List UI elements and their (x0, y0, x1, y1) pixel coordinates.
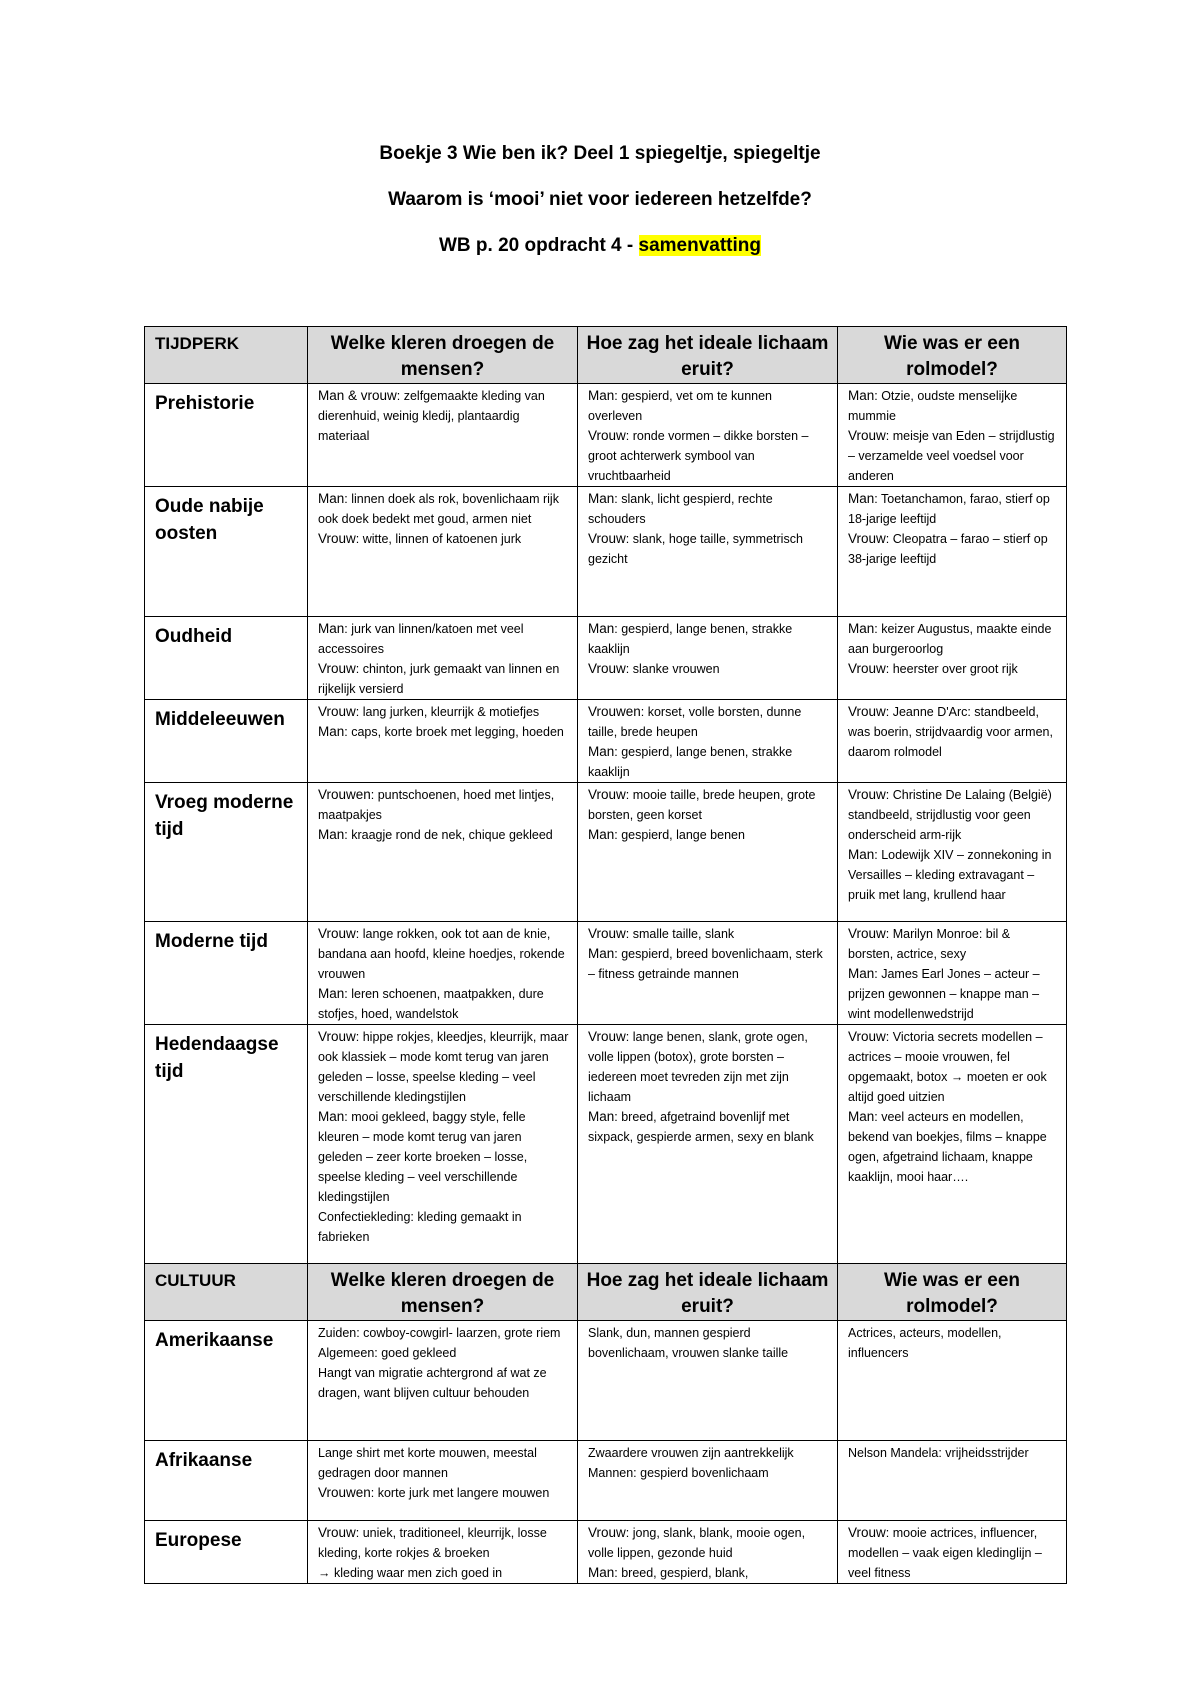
cell-label: Vrouw (588, 787, 626, 802)
table-row (145, 700, 1067, 783)
document-titles (0, 142, 1200, 258)
cell-text: : keizer Augustus, maakte einde aan burgeroorlog (848, 622, 1052, 656)
cell-label: Vrouw (318, 1525, 356, 1540)
cell-line (318, 702, 569, 722)
cell-label: Vrouw (848, 926, 886, 941)
role-model-cell (838, 1321, 1067, 1441)
cell-text: : veel acteurs en modellen, bekend van boekjes, films – knappe ogen, afgetraind lichaam, knappe kaaklijn, mooi haar…. (848, 1110, 1047, 1184)
cell-label: Man (318, 724, 345, 739)
cell-line (848, 619, 1058, 659)
cell-line (318, 386, 569, 446)
table-row (145, 1025, 1067, 1264)
role-model-cell (838, 487, 1067, 617)
cell-text: : mooie actrices, influencer, modellen – vaak eigen kledinglijn – veel fitness (848, 1526, 1042, 1580)
cell-text: : meisje van Eden – strijdlustig – verzamelde veel voedsel voor anderen (848, 429, 1055, 483)
table-row (145, 1321, 1067, 1441)
ideal-body-cell (578, 922, 838, 1025)
ideal-body-cell (578, 700, 838, 783)
cell-line (318, 785, 569, 825)
row-label: Afrikaanse (145, 1441, 308, 1521)
cell-label: Vrouw (848, 787, 886, 802)
row-label: Hedendaagse tijd (145, 1025, 308, 1264)
cell-text: Zwaardere vrouwen zijn aantrekkelijk (588, 1446, 794, 1460)
cell-line (318, 1323, 569, 1343)
cell-line (848, 659, 1058, 679)
cell-text: : ronde vormen – dikke borsten – groot achterwerk symbool van vruchtbaarheid (588, 429, 809, 483)
row-label: Moderne tijd (145, 922, 308, 1025)
ideal-body-cell (578, 617, 838, 700)
cell-line (848, 489, 1058, 529)
cell-line (848, 1027, 1058, 1107)
cell-text: : puntschoenen, hoed met lintjes, maatpakjes (318, 788, 555, 822)
cell-label: Man (848, 847, 875, 862)
cell-line (848, 845, 1058, 905)
cell-line (318, 1363, 569, 1403)
cell-line (318, 1443, 569, 1483)
header-ideal-body: Hoe zag het ideale lichaam eruit? (578, 327, 838, 384)
role-model-cell (838, 384, 1067, 487)
header-first-column: TIJDPERK (145, 327, 308, 384)
cell-text: → kleding waar men zich goed in (318, 1566, 503, 1580)
cell-line (588, 785, 829, 825)
cell-line (588, 659, 829, 679)
cell-text: Zuiden: cowboy-cowgirl- laarzen, grote riem (318, 1326, 561, 1340)
cell-text: : gespierd, vet om te kunnen overleven (588, 389, 772, 423)
cell-line (848, 529, 1058, 569)
cell-text: : Marilyn Monroe: bil & borsten, actrice, sexy (848, 927, 1011, 961)
cell-line (318, 825, 569, 845)
cell-text: : gespierd, breed bovenlichaam, sterk – fitness getrainde mannen (588, 947, 823, 981)
header-role-model: Wie was er een rolmodel? (838, 1264, 1067, 1321)
cell-line (588, 1463, 829, 1483)
cell-text: : slank, hoge taille, symmetrisch gezicht (588, 532, 803, 566)
row-label: Vroeg moderne tijd (145, 783, 308, 922)
cell-label: Man (588, 946, 615, 961)
table-row (145, 1521, 1067, 1584)
clothes-cell (308, 617, 578, 700)
role-model-cell (838, 700, 1067, 783)
cell-line (318, 619, 569, 659)
cell-label: Vrouw (588, 531, 626, 546)
table-row (145, 783, 1067, 922)
cell-line (588, 529, 829, 569)
cell-text: Mannen: gespierd bovenlichaam (588, 1466, 769, 1480)
cell-label: Vrouw (318, 661, 356, 676)
cell-line (318, 1483, 569, 1503)
cell-text: : jong, slank, blank, mooie ogen, volle lippen, gezonde huid (588, 1526, 806, 1560)
ideal-body-cell (578, 384, 838, 487)
cell-line (318, 1523, 569, 1563)
table-header-row (145, 1264, 1067, 1321)
cell-label: Vrouw (588, 1029, 626, 1044)
cell-line (588, 1323, 829, 1363)
cell-text: : smalle taille, slank (625, 927, 735, 941)
clothes-cell (308, 1441, 578, 1521)
cell-text: : chinton, jurk gemaakt van linnen en rijkelijk versierd (318, 662, 560, 696)
cell-line (318, 529, 569, 549)
cell-line (318, 489, 569, 529)
cell-label: Vrouw (848, 428, 886, 443)
cell-text: : breed, gespierd, blank, (614, 1566, 749, 1580)
cell-text: : gespierd, lange benen (614, 828, 745, 842)
cell-line (588, 742, 829, 782)
clothes-cell (308, 384, 578, 487)
cell-line (588, 924, 829, 944)
cell-text: Lange shirt met korte mouwen, meestal gedragen door mannen (318, 1446, 537, 1480)
title-line-2: Waarom is ‘mooi’ niet voor iedereen hetzelfde? (388, 189, 812, 210)
cell-label: Vrouw (588, 1525, 626, 1540)
cell-line (588, 944, 829, 984)
row-label: Oudheid (145, 617, 308, 700)
cell-text: : jurk van linnen/katoen met veel accessoires (318, 622, 524, 656)
cell-text: : breed, afgetraind bovenlijf met sixpack, gespierde armen, sexy en blank (588, 1110, 814, 1144)
cell-label: Vrouw (318, 531, 356, 546)
highlighted-word: samenvatting (638, 235, 761, 256)
table-row (145, 487, 1067, 617)
ideal-body-cell (578, 1321, 838, 1441)
cell-text: : witte, linnen of katoenen jurk (355, 532, 522, 546)
cell-line (848, 1107, 1058, 1187)
cell-label: Man (848, 491, 875, 506)
role-model-cell (838, 922, 1067, 1025)
table-row (145, 1441, 1067, 1521)
cell-line (318, 1207, 569, 1247)
cell-label: Man (588, 491, 615, 506)
cell-label: Man (318, 1109, 345, 1124)
cell-label: Man (318, 491, 345, 506)
cell-label: Man (588, 621, 615, 636)
table-row (145, 922, 1067, 1025)
table-header-row (145, 327, 1067, 384)
cell-text: : Cleopatra – farao – stierf op 38-jarige leeftijd (848, 532, 1048, 566)
cell-line (588, 1523, 829, 1563)
cell-line (318, 659, 569, 699)
cell-line (588, 386, 829, 426)
clothes-cell (308, 700, 578, 783)
cell-text: : Lodewijk XIV – zonnekoning in Versailles – kleding extravagant – pruik met lang, krullend haar (848, 848, 1052, 902)
clothes-cell (308, 1321, 578, 1441)
cell-text: Slank, dun, mannen gespierd bovenlichaam, vrouwen slanke taille (588, 1326, 789, 1360)
cell-text: : kraagje rond de nek, chique gekleed (344, 828, 553, 842)
cell-label: Vrouw (848, 661, 886, 676)
cell-line (318, 984, 569, 1024)
cell-text: : Otzie, oudste menselijke mummie (848, 389, 1018, 423)
clothes-cell (308, 783, 578, 922)
cell-text: : James Earl Jones – acteur – prijzen gewonnen – knappe man – wint modellenwedstrijd (848, 967, 1040, 1021)
cell-text: : leren schoenen, maatpakken, dure stofjes, hoed, wandelstok (318, 987, 544, 1021)
cell-label: Vrouw (848, 704, 886, 719)
title-line-3-prefix: WB p. 20 opdracht 4 - (438, 235, 639, 256)
cell-text: : lange benen, slank, grote ogen, volle lippen (botox), grote borsten – iedereen moet tevreden zijn met zijn lichaam (588, 1030, 808, 1104)
cell-label: Man (588, 744, 615, 759)
clothes-cell (308, 1025, 578, 1264)
row-label: Oude nabije oosten (145, 487, 308, 617)
cell-line (318, 722, 569, 742)
row-label: Europese (145, 1521, 308, 1584)
cell-line (848, 785, 1058, 845)
cell-text: Hangt van migratie achtergrond af wat ze dragen, want blijven cultuur behouden (318, 1366, 547, 1400)
cell-text: : zelfgemaakte kleding van dierenhuid, weinig kledij, plantaardig materiaal (318, 389, 545, 443)
role-model-cell (838, 783, 1067, 922)
cell-label: Man (588, 388, 615, 403)
cell-text: : Toetanchamon, farao, stierf op 18-jarige leeftijd (848, 492, 1050, 526)
cell-text: : hippe rokjes, kleedjes, kleurrijk, maar ook klassiek – mode komt terug van jaren geleden – losse, speelse kleding – veel verschillende kledingstijlen (318, 1030, 569, 1104)
cell-text: Nelson Mandela: vrijheidsstrijder (848, 1446, 1029, 1460)
role-model-cell (838, 1521, 1067, 1584)
cell-text: : heerster over groot rijk (885, 662, 1018, 676)
cell-text: Confectiekleding: kleding gemaakt in fabrieken (318, 1210, 522, 1244)
cell-line (588, 1027, 829, 1107)
cell-label: Man (848, 388, 875, 403)
cell-label: Man (848, 1109, 875, 1124)
cell-text: : korte jurk met langere mouwen (370, 1486, 550, 1500)
cell-line (848, 426, 1058, 486)
table-row (145, 384, 1067, 487)
cell-label: Man (848, 621, 875, 636)
cell-label: Vrouw (318, 704, 356, 719)
cell-line (848, 702, 1058, 762)
cell-label: Vrouw (588, 661, 626, 676)
cell-label: Vrouwen (588, 704, 641, 719)
cell-label: Man & vrouw (318, 388, 397, 403)
cell-line (588, 426, 829, 486)
cell-label: Vrouw (318, 1029, 356, 1044)
ideal-body-cell (578, 1025, 838, 1264)
cell-label: Man (318, 621, 345, 636)
cell-label: Vrouw (848, 531, 886, 546)
row-label: Middeleeuwen (145, 700, 308, 783)
cell-label: Vrouw (318, 926, 356, 941)
cell-line (848, 1443, 1058, 1463)
title-line-1: Boekje 3 Wie ben ik? Deel 1 spiegeltje, spiegeltje (379, 143, 821, 164)
row-label: Prehistorie (145, 384, 308, 487)
header-ideal-body: Hoe zag het ideale lichaam eruit? (578, 1264, 838, 1321)
cell-label: Man (588, 827, 615, 842)
cell-text: : mooi gekleed, baggy style, felle kleuren – mode komt terug van jaren geleden – zeer korte broeken – losse, speelse kleding – veel verschillende kledingstijlen (318, 1110, 528, 1204)
cell-text: : Jeanne D'Arc: standbeeld, was boerin, strijdvaardig voor armen, daarom rolmodel (848, 705, 1053, 759)
cell-line (848, 1323, 1058, 1363)
cell-label: Vrouw (848, 1525, 886, 1540)
cell-text: : gespierd, lange benen, strakke kaaklijn (588, 745, 793, 779)
cell-label: Vrouw (848, 1029, 886, 1044)
cell-text: : lang jurken, kleurrijk & motiefjes (355, 705, 540, 719)
row-label: Amerikaanse (145, 1321, 308, 1441)
cell-line (318, 924, 569, 984)
cell-line (588, 702, 829, 742)
cell-line (588, 1443, 829, 1463)
cell-text: : caps, korte broek met legging, hoeden (344, 725, 564, 739)
cell-text: : korset, volle borsten, dunne taille, brede heupen (588, 705, 802, 739)
cell-text: Algemeen: goed gekleed (318, 1346, 457, 1360)
cell-line (588, 1107, 829, 1147)
cell-line (588, 825, 829, 845)
cell-label: Vrouwen (318, 787, 371, 802)
cell-label: Man (588, 1565, 615, 1580)
cell-text: Actrices, acteurs, modellen, influencers (848, 1326, 1002, 1360)
clothes-cell (308, 487, 578, 617)
cell-line (318, 1343, 569, 1363)
clothes-cell (308, 1521, 578, 1584)
header-first-column: CULTUUR (145, 1264, 308, 1321)
cell-label: Vrouw (588, 428, 626, 443)
cell-text: : linnen doek als rok, bovenlichaam rijk ook doek bedekt met goud, armen niet (318, 492, 559, 526)
header-clothes: Welke kleren droegen de mensen? (308, 1264, 578, 1321)
title-line-3 (0, 234, 1200, 258)
cell-text: : gespierd, lange benen, strakke kaaklijn (588, 622, 793, 656)
cell-line (848, 924, 1058, 964)
cell-text: : Christine De Lalaing (België) standbeeld, strijdlustig voor geen onderscheid arm-rijk (848, 788, 1052, 842)
role-model-cell (838, 1441, 1067, 1521)
cell-line (848, 964, 1058, 1024)
role-model-cell (838, 1025, 1067, 1264)
header-clothes: Welke kleren droegen de mensen? (308, 327, 578, 384)
cell-label: Vrouw (588, 926, 626, 941)
role-model-cell (838, 617, 1067, 700)
header-role-model: Wie was er een rolmodel? (838, 327, 1067, 384)
cell-label: Man (318, 986, 345, 1001)
ideal-body-cell (578, 1441, 838, 1521)
cell-text: : mooie taille, brede heupen, grote borsten, geen korset (588, 788, 816, 822)
cell-text: : slank, licht gespierd, rechte schouders (588, 492, 773, 526)
cell-label: Man (318, 827, 345, 842)
cell-text: : uniek, traditioneel, kleurrijk, losse kleding, korte rokjes & broeken (318, 1526, 547, 1560)
cell-text: : Victoria secrets modellen – actrices – mooie vrouwen, fel opgemaakt, botox → moeten er ook altijd goed uitzien (848, 1030, 1047, 1104)
cell-label: Man (588, 1109, 615, 1124)
cell-text: : lange rokken, ook tot aan de knie, bandana aan hoofd, kleine hoedjes, rokende vrouwen (318, 927, 565, 981)
cell-line (588, 489, 829, 529)
cell-label: Vrouwen (318, 1485, 371, 1500)
cell-line (318, 1027, 569, 1107)
cell-line (848, 1523, 1058, 1583)
ideal-body-cell (578, 1521, 838, 1584)
table-row (145, 617, 1067, 700)
summary-table (144, 326, 1067, 1584)
clothes-cell (308, 922, 578, 1025)
ideal-body-cell (578, 487, 838, 617)
cell-line (848, 386, 1058, 426)
cell-line (588, 1563, 829, 1583)
ideal-body-cell (578, 783, 838, 922)
cell-line (588, 619, 829, 659)
cell-line (318, 1563, 569, 1583)
cell-label: Man (848, 966, 875, 981)
cell-text: : slanke vrouwen (625, 662, 720, 676)
cell-line (318, 1107, 569, 1207)
